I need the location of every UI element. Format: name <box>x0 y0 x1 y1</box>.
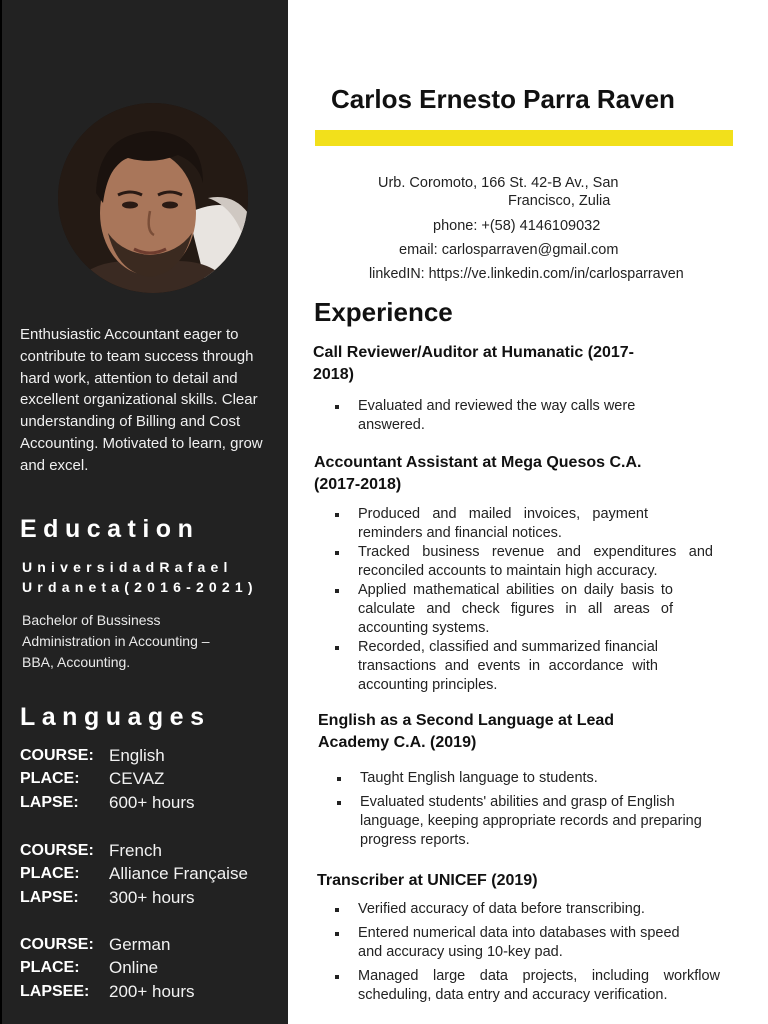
course-value: German <box>109 934 171 954</box>
course-value: French <box>109 840 162 860</box>
address-line1: Urb. Coromoto, 166 St. 42-B Av., San <box>378 175 619 191</box>
language-entry <box>20 933 282 1004</box>
course-key: COURSE: <box>20 841 94 859</box>
education-school-line2: Urdaneta(2016-2021) <box>22 579 258 595</box>
course-value: English <box>109 745 165 765</box>
language-entry <box>20 839 282 910</box>
lapse-value: 300+ hours <box>109 887 195 907</box>
list-item: Evaluated and reviewed the way calls were answered. <box>333 397 683 435</box>
job-title-line2: (2017-2018) <box>314 476 402 493</box>
job-bullets <box>333 397 683 435</box>
job-title <box>318 710 698 754</box>
list-item: Produced and mailed invoices, payment reminders and financial notices. <box>333 505 648 543</box>
place-key: PLACE: <box>20 959 80 977</box>
job-title-line2: 2018) <box>313 366 354 383</box>
languages-heading: Languages <box>20 703 211 731</box>
list-item: Applied mathematical abilities on daily basis to calculate and check figures in all areas of accounting systems. <box>333 581 673 638</box>
list-item: Taught English language to students. <box>335 769 715 788</box>
list-item: Verified accuracy of data before transcribing. <box>333 900 720 919</box>
language-entry <box>20 744 282 815</box>
address-line2: Francisco, Zulia <box>508 193 611 209</box>
education-school-line1: UniversidadRafael <box>22 559 233 575</box>
place-value: Alliance Française <box>109 864 248 884</box>
resume-name: Carlos Ernesto Parra Raven <box>331 84 675 114</box>
phone: phone: +(58) 4146109032 <box>433 218 601 234</box>
education-school <box>22 557 284 597</box>
course-key: COURSE: <box>20 746 94 764</box>
job-bullets <box>335 769 715 850</box>
email: email: carlosparraven@gmail.com <box>399 242 619 258</box>
lapse-key: LAPSEE: <box>20 982 90 1000</box>
job-title <box>314 452 694 496</box>
list-item: Managed large data projects, including workflow scheduling, data entry and accuracy verification. <box>333 967 720 1005</box>
job-title-line2: Academy C.A. (2019) <box>318 734 477 751</box>
job-title-line1: Accountant Assistant at Mega Quesos C.A. <box>314 454 642 471</box>
list-item: Tracked business revenue and expenditures and reconciled accounts to maintain high accuracy. <box>333 543 713 581</box>
job-bullets <box>333 900 720 1005</box>
place-key: PLACE: <box>20 770 80 788</box>
education-heading: Education <box>20 515 200 543</box>
lapse-value: 200+ hours <box>109 981 195 1001</box>
place-value: Online <box>109 958 159 978</box>
sidebar-edge <box>0 0 2 1024</box>
job-bullets <box>333 505 713 695</box>
place-key: PLACE: <box>20 865 80 883</box>
place-value: CEVAZ <box>109 769 165 789</box>
job-title <box>317 870 697 892</box>
list-item: Recorded, classified and summarized financial transactions and events in accordance with accounting principles. <box>333 638 658 695</box>
profile-photo <box>58 103 248 293</box>
sidebar <box>0 0 288 1024</box>
job-title <box>313 342 683 386</box>
experience-heading: Experience <box>314 297 453 327</box>
course-key: COURSE: <box>20 935 94 953</box>
education-degree: Bachelor of Bussiness Administration in Accounting – BBA, Accounting. <box>22 612 210 670</box>
job-title-line1: Call Reviewer/Auditor at Humanatic (2017- <box>313 344 634 361</box>
list-item: Entered numerical data into databases with speed and accuracy using 10-key pad. <box>333 924 703 962</box>
main-content <box>288 0 768 1024</box>
linkedin: linkedIN: https://ve.linkedin.com/in/carlosparraven <box>369 266 684 282</box>
list-item: Evaluated students' abilities and grasp of English language, keeping appropriate records and preparing progress reports. <box>335 793 715 850</box>
lapse-value: 600+ hours <box>109 792 195 812</box>
job-title-line1: English as a Second Language at Lead <box>318 712 615 729</box>
profile-summary: Enthusiastic Accountant eager to contribute to team success through hard work, attention to detail and excellent organizational skills. Clear understanding of Billing and Cost Accounting. Motivated to learn, grow and excel. <box>20 326 263 474</box>
job-title-line1: Transcriber at UNICEF (2019) <box>317 872 538 889</box>
portrait-illustration <box>58 103 248 293</box>
lapse-key: LAPSE: <box>20 888 79 906</box>
lapse-key: LAPSE: <box>20 793 79 811</box>
accent-bar <box>315 130 733 146</box>
